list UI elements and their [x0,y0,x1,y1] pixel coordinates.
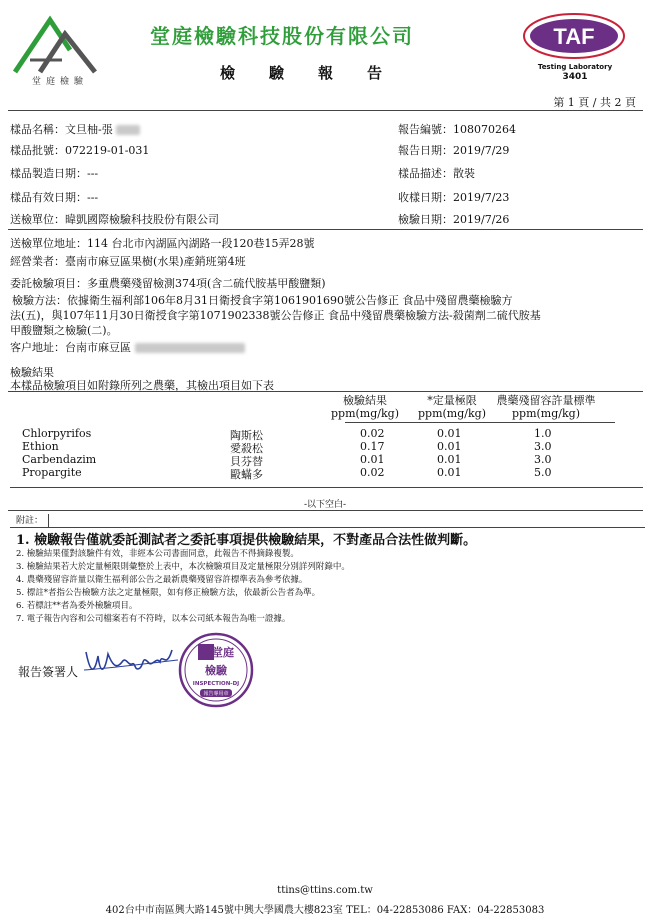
mrl-value: 3.0 [534,453,552,466]
company-seal-icon [178,632,254,708]
notes-marker [48,514,49,528]
dealer: 經營業者：臺南市麻豆區果樹(水果)產銷班第4班 [10,255,246,268]
received-date [398,189,509,205]
method-line-2: 法(五)，與107年11月30日衛授食字第1071902338號公告修正 食品中殘留農藥檢驗方法-殺菌劑二硫代胺基 [10,309,541,322]
company-name: 堂庭檢驗科技股份有限公司 [150,24,414,48]
expiry-date [10,189,98,205]
report-date-label: 報告日期： [398,144,453,157]
end-marker: -以下空白- [303,500,347,510]
results-bottom-divider [10,487,643,488]
note-5: 5. 標註*者指公告檢驗方法之定量極限，如有修正檢驗方法，依最新公告者為準。 [16,588,321,598]
footer-website: ttins@ttins.com.tw [277,885,373,896]
batch-number [10,142,149,158]
test-item: 委託檢驗項目：多重農藥殘留檢測374項(含二硫代胺基甲酸鹽類) [10,277,326,290]
sample-description [398,165,475,181]
sender-address: 送檢單位地址：114 台北市內湖區內湖路一段120巷15弄28號 [10,237,315,250]
notes-title: 附註： [16,516,44,526]
pesticide-name-zh: 陶斯松 [230,429,263,442]
report-no-label: 報告編號： [398,123,453,136]
taf-lab-number: 3401 [562,72,588,82]
stamp-line-4: 報告專用章 [203,691,229,697]
method-line-3: 甲酸鹽類之檢驗(二)。 [10,324,118,337]
mfg-date [10,165,98,181]
col-result-label: 檢驗結果 [343,394,387,407]
note-2: 2. 檢驗結果僅對該驗件有效，非經本公司書面同意，此報告不得摘錄複製。 [16,549,299,559]
loq-value: 0.01 [437,440,462,453]
expiry-value: --- [87,191,99,204]
test-date-label: 檢驗日期： [398,213,453,226]
report-title: 檢驗報告 [220,64,417,82]
stamp-line-3: INSPECTION-DJ [192,681,240,687]
report-number [398,121,516,137]
table-row [0,440,650,453]
redacted-address [135,343,245,353]
method-line-1: 檢驗方法：依據衛生福利部106年8月31日衛授食字第1061901690號公告修正 食品中殘留農藥檢驗方 [12,294,513,307]
pesticide-name-en: Chlorpyrifos [22,427,92,440]
col-header-result [320,394,410,420]
result-value: 0.02 [360,427,385,440]
col-mrl-unit: ppm(mg/kg) [512,407,580,420]
footer-address-contact: 402台中市南區興大路145號中興大學國農大樓823室 TEL：04-22853086 FAX：04-22853083 [105,905,545,916]
mrl-value: 3.0 [534,440,552,453]
results-description: 本樣品檢驗項目如附錄所列之農藥，其檢出項目如下表 [10,379,274,392]
results-table [0,427,650,479]
col-header-loq [412,394,492,420]
client-address [10,339,245,355]
sender-label: 送檢單位： [10,213,65,226]
expiry-label: 樣品有效日期： [10,191,87,204]
signer-label: 報告簽署人 [18,665,79,679]
test-date [398,211,509,227]
loq-value: 0.01 [437,427,462,440]
description-value: 散裝 [453,167,475,180]
report-date [398,142,509,158]
page-number: 第 1 頁 / 共 2 頁 [553,96,636,109]
client-address-label: 客户地址：台南市麻豆區 [10,341,131,354]
col-loq-unit: ppm(mg/kg) [418,407,486,420]
header-divider [8,110,643,111]
stamp-line-1: 堂庭 [212,646,234,659]
mfg-date-label: 樣品製造日期： [10,167,87,180]
note-1: 1. 檢驗報告僅就委託測試者之委託事項提供檢驗結果，不對產品合法性做判斷。 [16,533,477,548]
result-value: 0.17 [360,440,385,453]
pesticide-name-en: Ethion [22,440,59,453]
batch-label: 樣品批號： [10,144,65,157]
table-row [0,427,650,440]
mfg-date-value: --- [87,167,99,180]
pesticide-name-en: Carbendazim [22,453,97,466]
note-6: 6. 若標註**者為委外檢驗項目。 [16,601,138,611]
mrl-value: 1.0 [534,427,552,440]
results-title: 檢驗結果 [10,366,54,379]
redacted-name [116,125,140,135]
signature-text: Wenghuachi [82,642,89,643]
table-row [0,453,650,466]
pesticide-name-zh: 愛殺松 [230,442,263,455]
loq-value: 0.01 [437,453,462,466]
sample-name [10,121,140,137]
batch-value: 072219-01-031 [65,144,150,157]
description-label: 樣品描述： [398,167,453,180]
results-top-divider [8,391,643,392]
stamp-line-2: 檢驗 [205,664,227,677]
report-no-value: 108070264 [453,123,516,136]
notes-top-divider [8,510,643,511]
handwritten-signature-icon [82,642,182,686]
received-value: 2019/7/23 [453,191,510,204]
col-loq-label: *定量極限 [427,394,477,407]
col-mrl-label: 農藥殘留容許量標準 [496,394,596,407]
sender-unit [10,211,219,227]
table-row [0,466,650,479]
sender-value: 暐凱國際檢驗科技股份有限公司 [65,213,219,226]
note-7: 7. 電子報告內容和公司檔案若有不符時，以本公司紙本報告為唯一證據。 [16,614,291,624]
sample-name-label: 樣品名稱： [10,123,65,136]
logo-caption: 堂庭檢驗 [31,77,88,87]
col-result-unit: ppm(mg/kg) [331,407,399,420]
info-divider [8,229,643,230]
header-underline [345,422,615,423]
taf-lab-text: Testing Laboratory [537,63,613,71]
test-date-value: 2019/7/26 [453,213,510,226]
received-label: 收樣日期： [398,191,453,204]
note-4: 4. 農藥殘留容許量以衛生福利部公告之最新農藥殘留容許標準表為參考依據。 [16,575,308,585]
loq-value: 0.01 [437,466,462,479]
pesticide-name-zh: 毆蟎多 [230,468,263,481]
report-date-value: 2019/7/29 [453,144,510,157]
sample-name-value: 文旦柚-張 [65,123,113,136]
result-value: 0.01 [360,453,385,466]
mrl-value: 5.0 [534,466,552,479]
pesticide-name-en: Propargite [22,466,82,479]
note-3: 3. 檢驗結果若大於定量極限則彙整於上表中，本次檢驗項目及定量極限分別詳列附錄中。 [16,562,350,572]
col-header-mrl [486,394,606,420]
notes-title-divider [10,527,645,528]
result-value: 0.02 [360,466,385,479]
taf-logo-text: TAF [553,24,595,49]
pesticide-name-zh: 貝芬替 [230,455,263,468]
